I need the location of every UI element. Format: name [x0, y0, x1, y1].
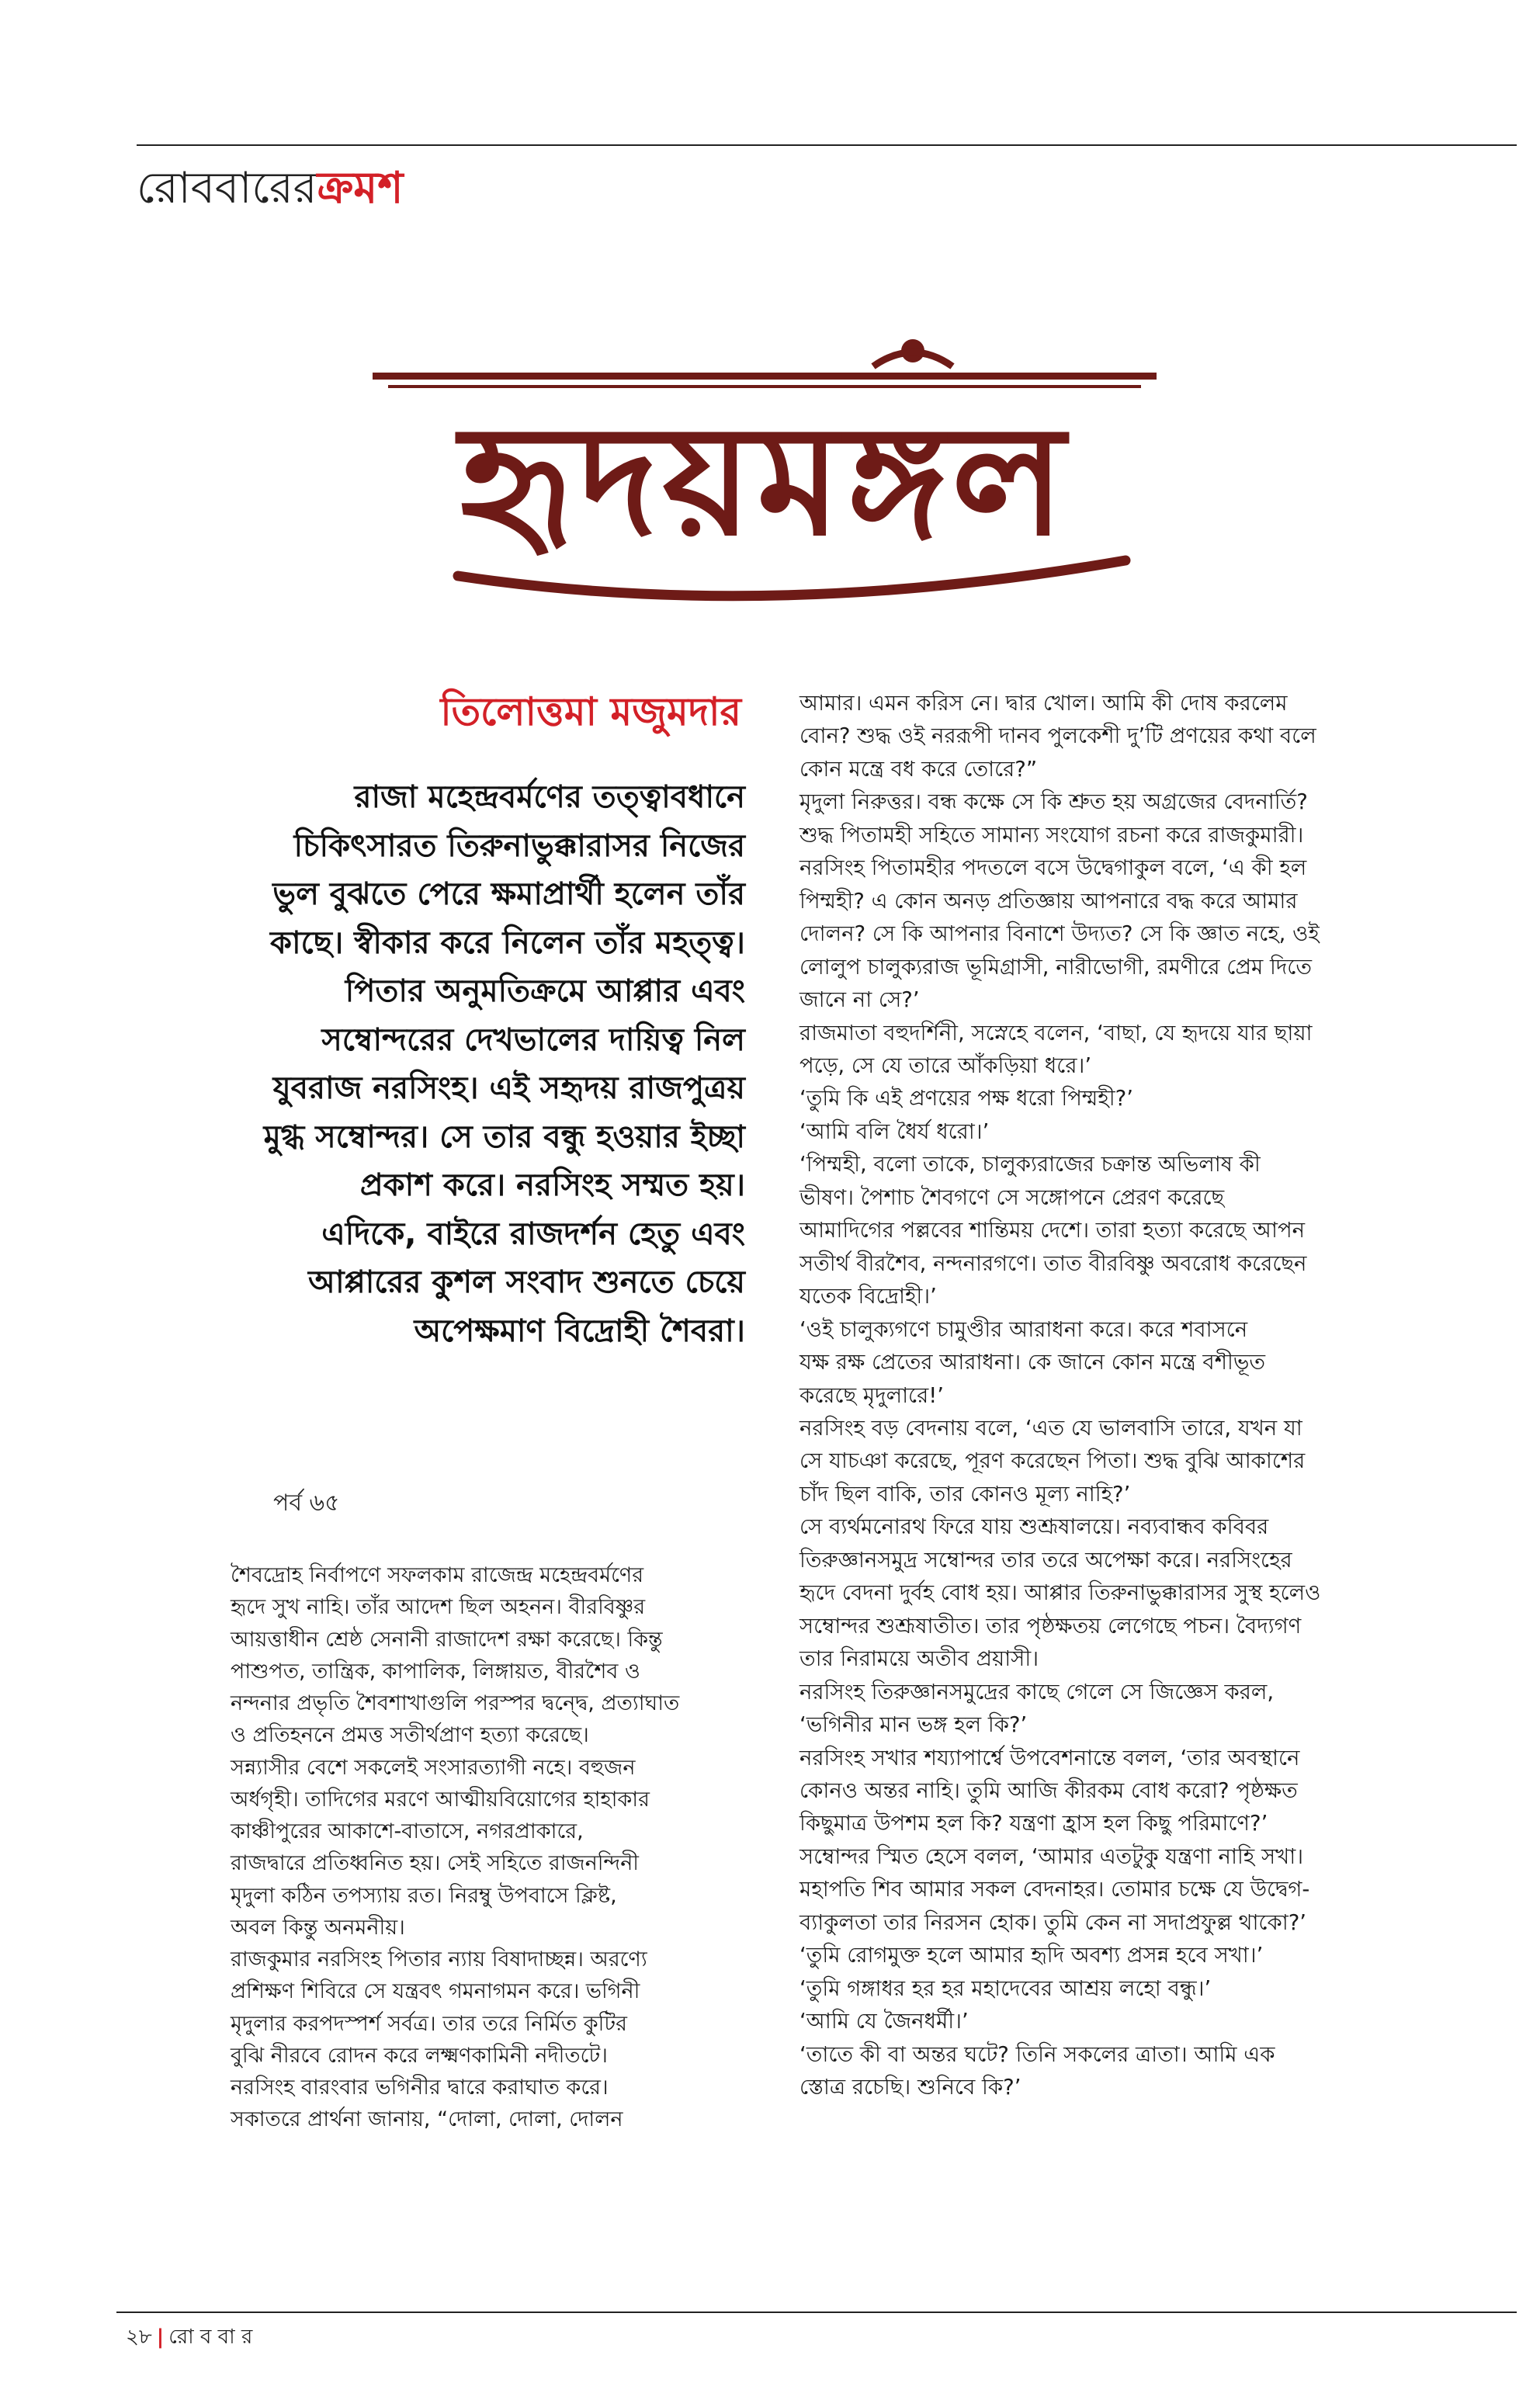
body-line: সতীর্থ বীরশৈব, নন্দনারগণে। তাত বীরবিষ্ণু অবরোধ করেছেন [799, 1250, 1307, 1276]
body-line: ব্যাকুলতা তার নিরসন হোক। তুমি কেন না সদাপ্রফুল্ল থাকো?’ [799, 1909, 1307, 1935]
intro-line: এদিকে, বাইরে রাজদর্শন হেতু এবং [321, 1216, 745, 1252]
body-line: ‘তাতে কী বা অন্তর ঘটে? তিনি সকলের ত্রাতা। আমি এক [799, 2041, 1275, 2067]
body-line: নরসিংহ সখার শয্যাপার্শ্বে উপবেশনান্তে বলল, ‘তার অবস্থানে [799, 1745, 1300, 1770]
bottom-rule [116, 2311, 1517, 2313]
body-line: ‘আমি বলি ধৈর্য ধরো।’ [799, 1118, 990, 1144]
body-line: মহাপতি শিব আমার সকল বেদনাহর। তোমার চক্ষে যে উদ্বেগ- [799, 1877, 1310, 1902]
body-line: কিছুমাত্র উপশম হল কি? যন্ত্রণা হ্রাস হল কিছু পরিমাণে?’ [799, 1811, 1268, 1836]
body-line: ‘তুমি রোগমুক্ত হলে আমার হৃদি অবশ্য প্রসন্ন হবে সখা।’ [799, 1943, 1264, 1968]
intro-line: কাছে। স্বীকার করে নিলেন তাঁর মহত্ত্ব। [270, 924, 745, 961]
intro-line: অপেক্ষমাণ বিদ্রোহী শৈবরা। [414, 1313, 745, 1349]
publication-name: রো ব বা র [168, 2325, 253, 2349]
body-line: করেছে মৃদুলারে!’ [799, 1382, 944, 1408]
page-footer [126, 2323, 252, 2351]
body-line: তিরুজ্ঞানসমুদ্র সম্বোন্দর তার তরে অপেক্ষা করে। নরসিংহের [799, 1547, 1292, 1573]
body-line: কোনও অন্তর নাহি। তুমি আজি কীরকম বোধ করো? পৃষ্ঠক্ষত [799, 1777, 1298, 1803]
intro-line: ভুল বুঝতে পেরে ক্ষমাপ্রার্থী হলেন তাঁর [272, 876, 745, 912]
body-line: রাজকুমার নরসিংহ পিতার ন্যায় বিষাদাচ্ছন্ন। অরণ্যে [231, 1947, 647, 1972]
body-line: ‘ভগিনীর মান ভঙ্গ হল কি?’ [799, 1712, 1028, 1738]
footer-separator: | [156, 2325, 165, 2349]
body-line: ‘আমি যে জৈনধর্মী।’ [799, 2009, 969, 2034]
body-line: বুঝি নীরবে রোদন করে লক্ষ্মণকামিনী নদীতটে। [231, 2043, 608, 2068]
body-line: নরসিংহ বড় বেদনায় বলে, ‘এত যে ভালবাসি তারে, যখন যা [799, 1415, 1302, 1441]
top-rule [137, 144, 1517, 146]
intro-line: যুবরাজ নরসিংহ। এই সহৃদয় রাজপুত্রয় [272, 1070, 745, 1106]
title-rule-upper [373, 373, 1157, 380]
body-line: যক্ষ রক্ষ প্রেতের আরাধনা। কে জানে কোন মন্ত্রে বশীভূত [799, 1350, 1265, 1375]
body-line: আমাদিগের পল্লবের শান্তিময় দেশে। তারা হত্যা করেছে আপন [799, 1218, 1306, 1243]
title-logo [365, 334, 1164, 613]
body-line: মৃদুলা কঠিন তপস্যায় রত। নিরম্বু উপবাসে ক্লিষ্ট, [231, 1883, 617, 1908]
body-line: অবল কিন্তু অনমনীয়। [231, 1915, 405, 1940]
body-line: নরসিংহ বারংবার ভগিনীর দ্বারে করাঘাত করে। [231, 2076, 609, 2100]
body-line: ভীষণ। পৈশাচ শৈবগণে সে সঙ্গোপনে প্রেরণ করেছে [799, 1184, 1225, 1210]
body-line: যতেক বিদ্রোহী।’ [799, 1284, 937, 1309]
body-line: ‘ওই চালুক্যগণে চামুণ্ডীর আরাধনা করে। করে শবাসনে [799, 1316, 1248, 1342]
body-line: কোন মন্ত্রে বধ করে তোরে?” [799, 756, 1038, 782]
body-line: শৈবদ্রোহ নির্বাপণে সফলকাম রাজেন্দ্র মহেন্দ্রবর্মণের [231, 1563, 644, 1587]
episode-label: পর্ব ৬৫ [273, 1490, 340, 1517]
body-line: নরসিংহ পিতামহীর পদতলে বসে উদ্বেগাকুল বলে, ‘এ কী হল [799, 855, 1307, 881]
body-line: জানে না সে?’ [799, 987, 920, 1013]
body-line: পিম্মহী? এ কোন অনড় প্রতিজ্ঞায় আপনারে বদ্ধ করে আমার [799, 888, 1298, 914]
intro-summary [186, 773, 745, 1355]
title-rule-lower [388, 385, 1141, 388]
body-line: স্তোত্র রচেছি। শুনিবে কি?’ [799, 2075, 1021, 2100]
section-label-accent: ক্রমশ [317, 163, 404, 213]
body-line: রাজমাতা বহুদর্শিনী, সস্নেহে বলেন, ‘বাছা, যে হৃদয়ে যার ছায়া [799, 1020, 1313, 1046]
body-line: অর্ধগৃহী। তাদিগের মরণে আত্মীয়বিয়োগের হাহাকার [231, 1787, 650, 1812]
intro-line: প্রকাশ করে। নরসিংহ সম্মত হয়। [359, 1167, 745, 1203]
section-label-plain: রোববারের [137, 163, 317, 213]
body-line: হৃদে বেদনা দুর্বহ বোধ হয়। আপ্পার তিরুনাভুক্কারাসর সুস্থ হলেও [799, 1580, 1321, 1606]
body-line: পাশুপত, তান্ত্রিক, কাপালিক, লিঙ্গায়ত, বীরশৈব ও [231, 1659, 640, 1684]
body-line: সে ব্যর্থমনোরথ ফিরে যায় শুশ্রূষালয়ে। নব্যবান্ধব কবিবর [799, 1514, 1269, 1540]
intro-line: আপ্পারের কুশল সংবাদ শুনতে চেয়ে [307, 1264, 745, 1300]
body-line: সম্বোন্দর শুশ্রূষাতীত। তার পৃষ্ঠক্ষতয় লেগেছে পচন। বৈদ্যগণ [799, 1613, 1302, 1639]
body-line: ‘তুমি কি এই প্রণয়ের পক্ষ ধরো পিম্মহী?’ [799, 1086, 1133, 1112]
body-line: সম্বোন্দর স্মিত হেসে বলল, ‘আমার এতটুকু যন্ত্রণা নাহি সখা। [799, 1843, 1304, 1869]
body-line: পড়ে, সে যে তারে আঁকড়িয়া ধরে।’ [799, 1053, 1092, 1078]
body-line: তার নিরাময়ে অতীব প্রয়াসী। [799, 1646, 1039, 1672]
body-line: হৃদে সুখ নাহি। তাঁর আদেশ ছিল অহনন। বীরবিষ্ণুর [231, 1595, 646, 1620]
body-column-right [799, 687, 1483, 2103]
intro-line: সম্বোন্দরের দেখভালের দায়িত্ব নিল [321, 1021, 745, 1058]
body-line: লোলুপ চালুক্যরাজ ভূমিগ্রাসী, নারীভোগী, রমণীরে প্রেম দিতে [799, 954, 1312, 980]
body-line: আয়ত্তাধীন শ্রেষ্ঠ সেনানী রাজাদেশ রক্ষা করেছে। কিন্তু [231, 1627, 663, 1652]
body-line: শুদ্ধ পিতামহী সহিতে সামান্য সংযোগ রচনা করে রাজকুমারী। [799, 822, 1304, 848]
intro-line: রাজা মহেন্দ্রবর্মণের তত্ত্বাবধানে [354, 779, 745, 815]
body-line: সে যাচঞা করেছে, পূরণ করেছেন পিতা। শুদ্ধ বুঝি আকাশের [799, 1448, 1306, 1474]
body-line: দোলন? সে কি আপনার বিনাশে উদ্যত? সে কি জ্ঞাত নহে, ওই [799, 921, 1320, 947]
intro-line: পিতার অনুমতিক্রমে আপ্পার এবং [345, 973, 745, 1009]
body-line: রাজদ্বারে প্রতিধ্বনিত হয়। সেই সহিতে রাজনন্দিনী [231, 1851, 640, 1876]
body-line: ‘পিম্মহী, বলো তাকে, চালুক্যরাজের চক্রান্ত অভিলাষ কী [799, 1152, 1261, 1177]
intro-line: চিকিৎসারত তিরুনাভুক্কারাসর নিজের [293, 827, 745, 864]
body-column-left [231, 1559, 735, 2136]
body-line: ও প্রতিহননে প্রমত্ত সতীর্থপ্রাণ হত্যা করেছে। [231, 1723, 589, 1748]
body-line: ‘তুমি গঙ্গাধর হর হর মহাদেবের আশ্রয় লহো বন্ধু।’ [799, 1975, 1212, 2001]
body-line: কাঞ্চীপুরের আকাশে-বাতাসে, নগরপ্রাকারে, [231, 1819, 584, 1843]
body-line: মৃদুলার করপদস্পর্শ সর্বত্র। তার তরে নির্মিত কুটির [231, 2011, 627, 2036]
intro-line: মুগ্ধ সম্বোন্দর। সে তার বন্ধু হওয়ার ইচ্ছা [263, 1118, 745, 1155]
body-line: বোন? শুদ্ধ ওই নররূপী দানব পুলকেশী দু’টি প্রণয়ের কথা বলে [799, 723, 1316, 749]
body-line: নরসিংহ তিরুজ্ঞানসমুদ্রের কাছে গেলে সে জিজ্ঞেস করল, [799, 1679, 1275, 1705]
title-text: হৃদয়মঙ্গল [460, 391, 1070, 570]
body-line: আমার। এমন করিস নে। দ্বার খোল। আমি কী দোষ করলেম [799, 691, 1288, 716]
body-line: নন্দনার প্রভৃতি শৈবশাখাগুলি পরস্পর দ্বন্দ্বে, প্রত্যাঘাত [231, 1691, 680, 1715]
body-line: মৃদুলা নিরুত্তর। বন্ধ কক্ষে সে কি শ্রুত হয় অগ্রজের বেদনার্তি? [799, 789, 1308, 815]
body-line: সন্ন্যাসীর বেশে সকলেই সংসারত্যাগী নহে। বহুজন [231, 1755, 636, 1780]
body-line: প্রশিক্ষণ শিবিরে সে যন্ত্রবৎ গমনাগমন করে। ভগিনী [231, 1979, 640, 2004]
section-header [137, 161, 404, 216]
author-name: তিলোত্তমা মজুমদার [440, 689, 741, 734]
body-line: চাঁদ ছিল বাকি, তার কোনও মূল্য নাহি?’ [799, 1481, 1131, 1507]
page-number: ২৮ [126, 2325, 152, 2349]
body-line: সকাতরে প্রার্থনা জানায়, “দোলা, দোলা, দোলন [231, 2107, 623, 2132]
